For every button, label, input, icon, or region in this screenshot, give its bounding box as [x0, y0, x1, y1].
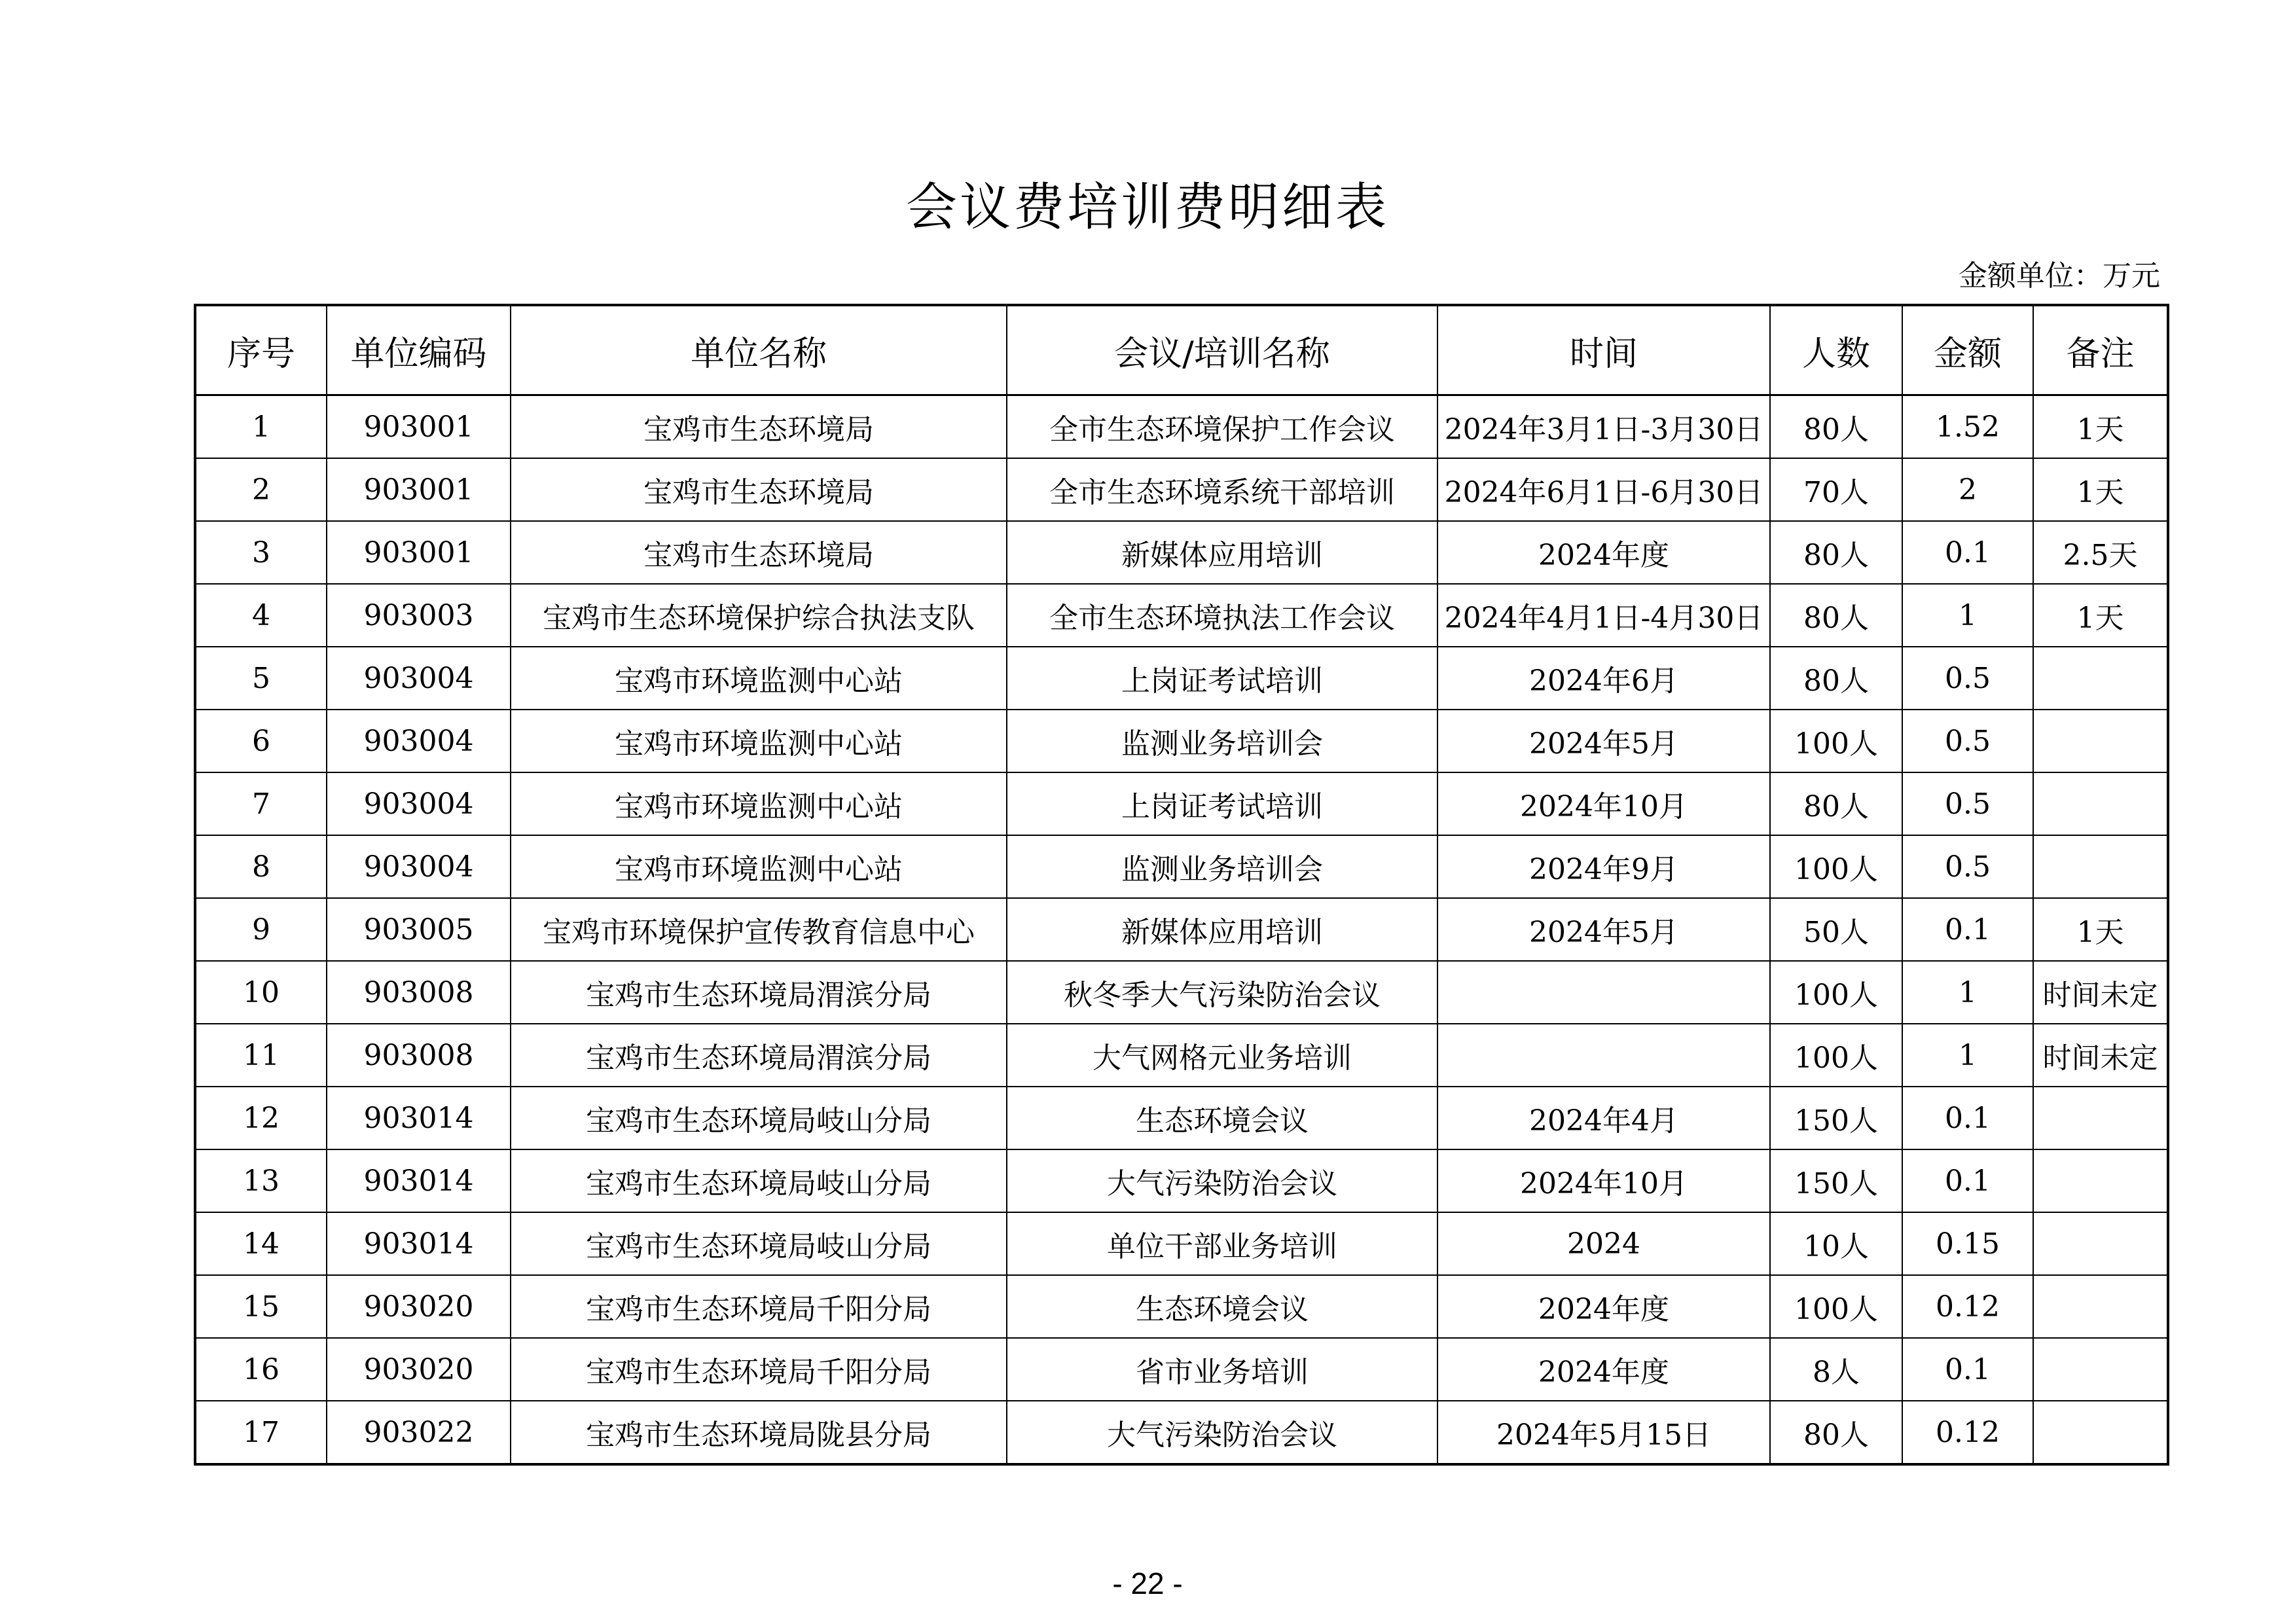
- table-row: [195, 772, 2168, 835]
- cell-index: 10: [195, 961, 327, 1024]
- table-row: [195, 647, 2168, 710]
- cell-index: 1: [195, 395, 327, 459]
- table-row: [195, 961, 2168, 1024]
- header-amount: 金额: [1902, 305, 2033, 395]
- cell-unit-code: 903022: [327, 1401, 511, 1464]
- cell-amount: 0.1: [1902, 1087, 2033, 1149]
- cell-unit-code: 903001: [327, 395, 511, 459]
- cell-time: 2024年6月1日-6月30日: [1437, 458, 1770, 521]
- table-row: [195, 1212, 2168, 1275]
- cell-index: 8: [195, 835, 327, 898]
- cell-meeting-name: 上岗证考试培训: [1007, 647, 1437, 710]
- cell-remarks: 时间未定: [2033, 1024, 2168, 1087]
- cell-remarks: 时间未定: [2033, 961, 2168, 1024]
- cell-time: 2024年4月1日-4月30日: [1437, 584, 1770, 647]
- table-row: [195, 898, 2168, 961]
- header-unit-name: 单位名称: [511, 305, 1007, 395]
- cell-remarks: [2033, 1212, 2168, 1275]
- table-row: [195, 1087, 2168, 1149]
- cell-meeting-name: 大气污染防治会议: [1007, 1401, 1437, 1464]
- table-row: [195, 1338, 2168, 1401]
- cell-headcount: 80人: [1770, 647, 1902, 710]
- cell-unit-name: 宝鸡市生态环境局千阳分局: [511, 1338, 1007, 1401]
- cell-headcount: 80人: [1770, 521, 1902, 584]
- cell-unit-code: 903004: [327, 835, 511, 898]
- cell-meeting-name: 全市生态环境执法工作会议: [1007, 584, 1437, 647]
- header-index: 序号: [195, 305, 327, 395]
- cell-headcount: 50人: [1770, 898, 1902, 961]
- cell-meeting-name: 省市业务培训: [1007, 1338, 1437, 1401]
- cell-meeting-name: 新媒体应用培训: [1007, 898, 1437, 961]
- cell-unit-code: 903008: [327, 1024, 511, 1087]
- cell-remarks: 1天: [2033, 898, 2168, 961]
- cell-unit-code: 903004: [327, 710, 511, 772]
- cell-amount: 0.5: [1902, 647, 2033, 710]
- cell-amount: 0.1: [1902, 1149, 2033, 1212]
- table-row: [195, 835, 2168, 898]
- cell-time: 2024年5月15日: [1437, 1401, 1770, 1464]
- cell-index: 17: [195, 1401, 327, 1464]
- cell-headcount: 100人: [1770, 961, 1902, 1024]
- cell-amount: 0.1: [1902, 521, 2033, 584]
- cell-amount: 0.1: [1902, 898, 2033, 961]
- cell-unit-name: 宝鸡市生态环境局岐山分局: [511, 1149, 1007, 1212]
- cell-time: 2024年9月: [1437, 835, 1770, 898]
- cell-remarks: [2033, 1087, 2168, 1149]
- expense-detail-table: [194, 304, 2169, 1466]
- cell-meeting-name: 生态环境会议: [1007, 1087, 1437, 1149]
- cell-time: 2024: [1437, 1212, 1770, 1275]
- cell-headcount: 80人: [1770, 584, 1902, 647]
- table-row: [195, 1401, 2168, 1464]
- cell-meeting-name: 单位干部业务培训: [1007, 1212, 1437, 1275]
- cell-time: 2024年度: [1437, 1275, 1770, 1338]
- cell-amount: 0.5: [1902, 835, 2033, 898]
- cell-unit-name: 宝鸡市生态环境局渭滨分局: [511, 1024, 1007, 1087]
- cell-headcount: 80人: [1770, 395, 1902, 459]
- table-row: [195, 458, 2168, 521]
- cell-amount: 0.15: [1902, 1212, 2033, 1275]
- header-unit-code: 单位编码: [327, 305, 511, 395]
- header-headcount: 人数: [1770, 305, 1902, 395]
- table-row: [195, 1275, 2168, 1338]
- cell-headcount: 100人: [1770, 1275, 1902, 1338]
- cell-headcount: 150人: [1770, 1149, 1902, 1212]
- cell-meeting-name: 生态环境会议: [1007, 1275, 1437, 1338]
- cell-time: 2024年3月1日-3月30日: [1437, 395, 1770, 459]
- cell-remarks: 1天: [2033, 584, 2168, 647]
- amount-unit-label: 金额单位：万元: [1959, 259, 2160, 293]
- cell-index: 11: [195, 1024, 327, 1087]
- cell-index: 14: [195, 1212, 327, 1275]
- cell-remarks: 1天: [2033, 395, 2168, 459]
- cell-meeting-name: 上岗证考试培训: [1007, 772, 1437, 835]
- cell-remarks: [2033, 1401, 2168, 1464]
- cell-unit-code: 903004: [327, 772, 511, 835]
- cell-time: 2024年6月: [1437, 647, 1770, 710]
- cell-unit-name: 宝鸡市生态环境局: [511, 458, 1007, 521]
- cell-headcount: 8人: [1770, 1338, 1902, 1401]
- cell-remarks: [2033, 710, 2168, 772]
- cell-unit-name: 宝鸡市环境监测中心站: [511, 835, 1007, 898]
- cell-amount: 0.12: [1902, 1275, 2033, 1338]
- cell-remarks: [2033, 835, 2168, 898]
- cell-index: 7: [195, 772, 327, 835]
- cell-headcount: 10人: [1770, 1212, 1902, 1275]
- cell-index: 15: [195, 1275, 327, 1338]
- cell-amount: 0.1: [1902, 1338, 2033, 1401]
- page-number: - 22 -: [1112, 1566, 1183, 1600]
- table-row: [195, 710, 2168, 772]
- cell-amount: 0.5: [1902, 710, 2033, 772]
- cell-headcount: 100人: [1770, 710, 1902, 772]
- cell-time: 2024年5月: [1437, 710, 1770, 772]
- cell-remarks: 1天: [2033, 458, 2168, 521]
- cell-time: 2024年5月: [1437, 898, 1770, 961]
- cell-time: 2024年10月: [1437, 772, 1770, 835]
- cell-unit-name: 宝鸡市生态环境局: [511, 395, 1007, 459]
- cell-unit-code: 903001: [327, 458, 511, 521]
- cell-unit-code: 903014: [327, 1149, 511, 1212]
- cell-amount: 1: [1902, 1024, 2033, 1087]
- cell-index: 4: [195, 584, 327, 647]
- cell-unit-code: 903004: [327, 647, 511, 710]
- cell-unit-name: 宝鸡市环境监测中心站: [511, 647, 1007, 710]
- cell-index: 2: [195, 458, 327, 521]
- cell-index: 5: [195, 647, 327, 710]
- cell-unit-code: 903003: [327, 584, 511, 647]
- cell-remarks: [2033, 1149, 2168, 1212]
- cell-meeting-name: 大气污染防治会议: [1007, 1149, 1437, 1212]
- cell-remarks: [2033, 647, 2168, 710]
- cell-unit-name: 宝鸡市生态环境局: [511, 521, 1007, 584]
- cell-unit-code: 903008: [327, 961, 511, 1024]
- cell-headcount: 100人: [1770, 1024, 1902, 1087]
- header-time: 时间: [1437, 305, 1770, 395]
- cell-meeting-name: 全市生态环境系统干部培训: [1007, 458, 1437, 521]
- cell-unit-name: 宝鸡市生态环境局千阳分局: [511, 1275, 1007, 1338]
- cell-index: 16: [195, 1338, 327, 1401]
- cell-unit-name: 宝鸡市生态环境局岐山分局: [511, 1212, 1007, 1275]
- cell-unit-code: 903020: [327, 1338, 511, 1401]
- cell-remarks: [2033, 1338, 2168, 1401]
- cell-time: 2024年4月: [1437, 1087, 1770, 1149]
- cell-index: 6: [195, 710, 327, 772]
- cell-headcount: 100人: [1770, 835, 1902, 898]
- cell-unit-name: 宝鸡市环境监测中心站: [511, 772, 1007, 835]
- page-title: 会议费培训费明细表: [905, 178, 1389, 237]
- cell-index: 3: [195, 521, 327, 584]
- cell-headcount: 150人: [1770, 1087, 1902, 1149]
- cell-meeting-name: 大气网格元业务培训: [1007, 1024, 1437, 1087]
- cell-amount: 1: [1902, 584, 2033, 647]
- cell-unit-code: 903001: [327, 521, 511, 584]
- cell-index: 12: [195, 1087, 327, 1149]
- cell-unit-name: 宝鸡市生态环境保护综合执法支队: [511, 584, 1007, 647]
- cell-unit-name: 宝鸡市生态环境局陇县分局: [511, 1401, 1007, 1464]
- cell-time: 2024年度: [1437, 521, 1770, 584]
- header-meeting-name: 会议/培训名称: [1007, 305, 1437, 395]
- cell-meeting-name: 全市生态环境保护工作会议: [1007, 395, 1437, 459]
- cell-headcount: 70人: [1770, 458, 1902, 521]
- cell-remarks: [2033, 772, 2168, 835]
- cell-time: 2024年度: [1437, 1338, 1770, 1401]
- cell-time: [1437, 961, 1770, 1024]
- cell-unit-code: 903014: [327, 1212, 511, 1275]
- cell-unit-name: 宝鸡市生态环境局渭滨分局: [511, 961, 1007, 1024]
- table-row: [195, 584, 2168, 647]
- cell-remarks: 2.5天: [2033, 521, 2168, 584]
- table-row: [195, 1149, 2168, 1212]
- cell-index: 13: [195, 1149, 327, 1212]
- cell-unit-name: 宝鸡市生态环境局岐山分局: [511, 1087, 1007, 1149]
- cell-amount: 1.52: [1902, 395, 2033, 459]
- header-remarks: 备注: [2033, 305, 2168, 395]
- cell-unit-name: 宝鸡市环境保护宣传教育信息中心: [511, 898, 1007, 961]
- cell-meeting-name: 新媒体应用培训: [1007, 521, 1437, 584]
- table-row: [195, 521, 2168, 584]
- cell-headcount: 80人: [1770, 1401, 1902, 1464]
- cell-amount: 0.5: [1902, 772, 2033, 835]
- cell-unit-code: 903020: [327, 1275, 511, 1338]
- cell-time: [1437, 1024, 1770, 1087]
- cell-meeting-name: 监测业务培训会: [1007, 835, 1437, 898]
- cell-remarks: [2033, 1275, 2168, 1338]
- cell-amount: 1: [1902, 961, 2033, 1024]
- cell-headcount: 80人: [1770, 772, 1902, 835]
- cell-meeting-name: 秋冬季大气污染防治会议: [1007, 961, 1437, 1024]
- cell-index: 9: [195, 898, 327, 961]
- cell-time: 2024年10月: [1437, 1149, 1770, 1212]
- cell-unit-code: 903014: [327, 1087, 511, 1149]
- table-header-row: [195, 305, 2168, 395]
- cell-unit-code: 903005: [327, 898, 511, 961]
- cell-amount: 0.12: [1902, 1401, 2033, 1464]
- cell-amount: 2: [1902, 458, 2033, 521]
- cell-meeting-name: 监测业务培训会: [1007, 710, 1437, 772]
- table-row: [195, 395, 2168, 459]
- table-row: [195, 1024, 2168, 1087]
- cell-unit-name: 宝鸡市环境监测中心站: [511, 710, 1007, 772]
